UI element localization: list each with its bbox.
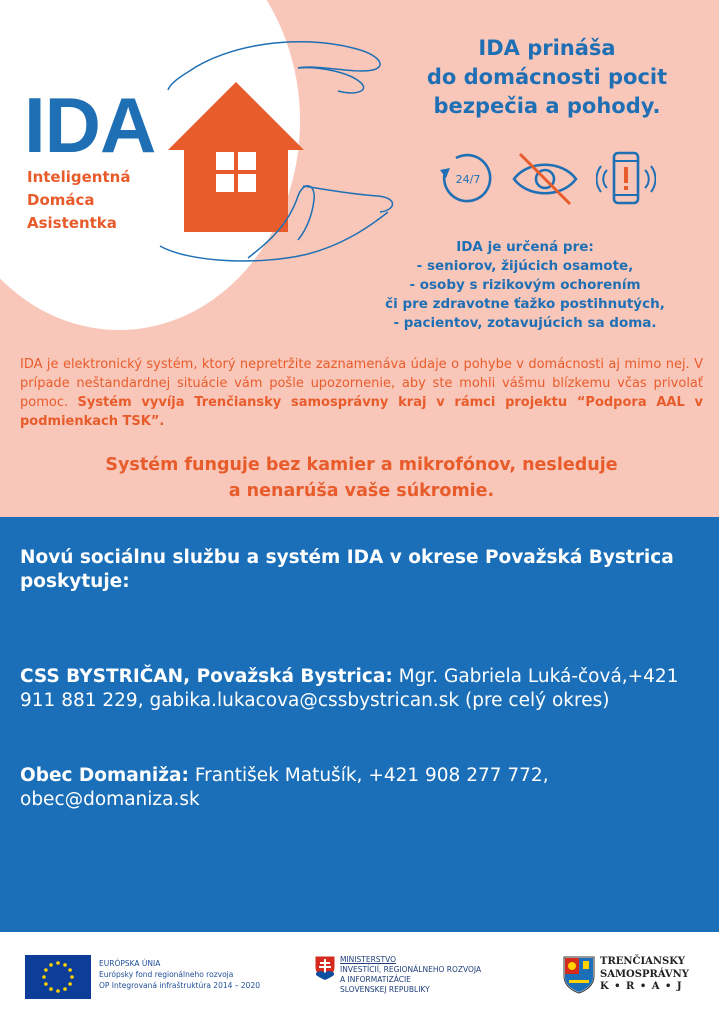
contact-entry [20,764,705,812]
region-crest-icon [563,956,595,994]
clock-label: 24/7 [455,173,481,186]
24-7-clock-icon [438,150,496,208]
description-text: IDA je elektronický systém, ktorý nepretržite zaznamenáva údaje o pohybe v domácnosti aj mimo nej. V prípade neštandardnej situácie vám pošle upozornenie, aby ste mohli vášmu blízkemu včas privolať pomoc. [20,357,703,410]
subtitle-line: Domáca [27,191,95,209]
ministry-label [340,955,481,995]
audience-heading: IDA je určená pre: [456,239,594,255]
eu-star [68,968,72,972]
subtitle-line: Inteligentná [27,168,131,186]
eu-star [68,982,72,986]
eu-star [49,963,53,967]
eu-star [56,961,60,965]
description-bold: Systém vyvíja Trenčiansky samosprávny kraj v rámci projektu “Podpora AAL v podmienkach TSK”. [20,395,703,429]
claim-line: a nenarúša vaše súkromie. [228,481,495,501]
ministry-line: SLOVENSKEJ REPUBLIKY [340,985,430,994]
slovak-coat-of-arms-icon [314,955,336,981]
audience-item: - osoby s rizikovým ochorením [409,277,641,293]
contact-name: Obec Domaniža: [20,765,189,786]
ministry-line: A INFORMATIZÁCIE [340,975,411,984]
eu-star [42,975,46,979]
contact-name: CSS BYSTRIČAN, Považská Bystrica: [20,666,393,687]
region-line: SAMOSPRÁVNY [600,968,689,980]
eu-star [63,963,67,967]
contact-details: Mgr. Gabriela Luká-čová,+421 911 881 229, gabika.lukacova@cssbystrican.sk (pre celý okres) [20,666,679,711]
provider-intro: Novú sociálnu službu a systém IDA v okrese Považská Bystrica poskytuje: [20,547,674,592]
region-line: K • R • A • J [600,981,683,992]
eu-star [70,975,74,979]
region-line: TRENČIANSKY [600,956,685,967]
contact-details: František Matušík, +421 908 277 772, obec@domaniza.sk [20,765,549,810]
phone-alert-icon [596,150,656,208]
ministry-line: MINISTERSTVO [340,955,397,964]
ida-logo-title: IDA [24,81,156,169]
eu-fund-label [99,958,260,991]
eu-star [49,987,53,991]
eu-line: EURÓPSKA ÚNIA [99,959,161,968]
audience-item: - seniorov, žijúcich osamote, [416,258,634,274]
audience-item: - pacientov, zotavujúcich sa doma. [393,315,657,331]
eu-line: OP Integrovaná infraštruktúra 2014 – 2020 [99,981,261,990]
eu-star [63,987,67,991]
subtitle-line: Asistentka [27,214,117,232]
audience-list [360,238,690,333]
contact-entry [20,665,705,713]
eu-flag-icon [25,955,91,999]
headline [372,34,719,121]
eu-star [44,968,48,972]
headline-line: do domácnosti pocit [426,65,668,89]
headline-line: IDA prináša [478,36,616,60]
region-label [600,956,689,994]
ministry-line: INVESTÍCIÍ, REGIONÁLNEHO ROZVOJA [340,965,482,974]
claim-line: Systém funguje bez kamier a mikrofónov, nesleduje [105,455,618,475]
description [20,355,703,431]
privacy-claim [20,452,703,504]
crossed-eye-icon [510,150,580,208]
ida-logo-subtitle [27,166,130,235]
eu-star [44,982,48,986]
eu-line: Európsky fond regionálneho rozvoja [99,970,234,979]
headline-line: bezpečia a pohody. [433,94,661,118]
audience-item: či pre zdravotne ťažko postihnutých, [385,296,665,312]
eu-star [56,989,60,993]
